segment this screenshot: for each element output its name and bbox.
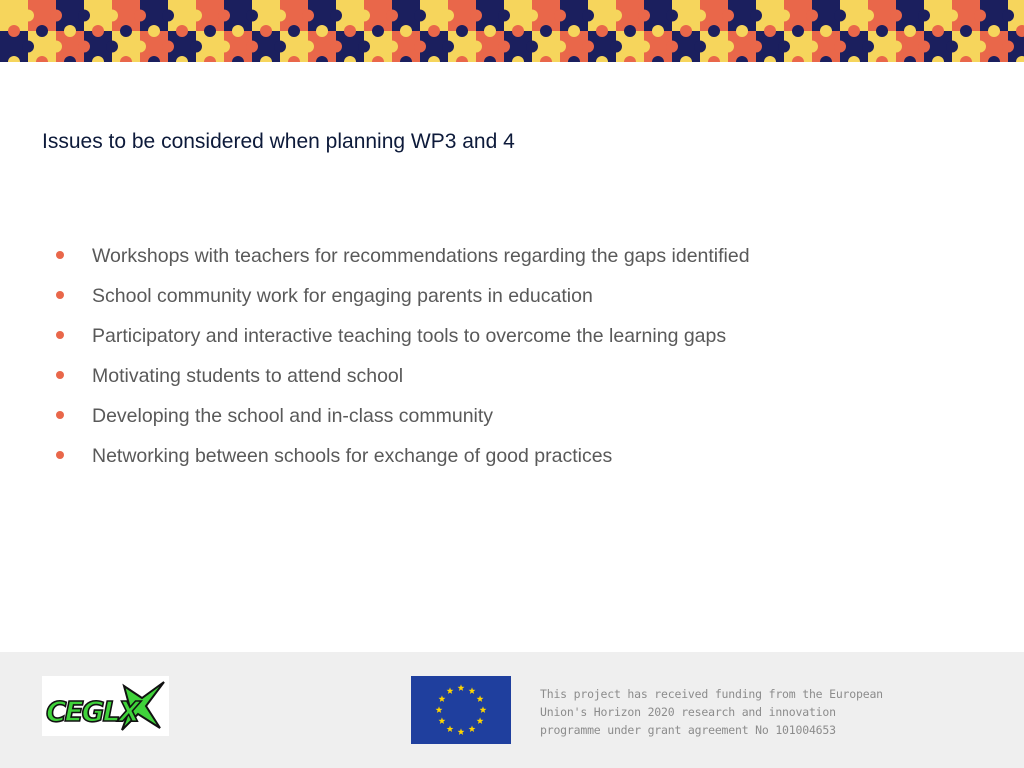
puzzle-knob xyxy=(50,41,62,53)
puzzle-knob xyxy=(778,10,790,22)
puzzle-knob xyxy=(624,25,636,37)
puzzle-knob xyxy=(260,25,272,37)
puzzle-knob xyxy=(526,41,538,53)
bullet-item xyxy=(54,278,750,318)
puzzle-knob xyxy=(120,25,132,37)
puzzle-knob xyxy=(344,25,356,37)
puzzle-knob xyxy=(316,25,328,37)
puzzle-knob xyxy=(92,25,104,37)
puzzle-knob xyxy=(442,41,454,53)
bullet-item xyxy=(54,358,750,398)
puzzle-knob xyxy=(498,10,510,22)
puzzle-knob xyxy=(568,25,580,37)
puzzle-pattern-icon xyxy=(0,0,1024,62)
puzzle-knob xyxy=(834,10,846,22)
puzzle-knob xyxy=(722,41,734,53)
puzzle-knob xyxy=(666,10,678,22)
puzzle-knob xyxy=(806,10,818,22)
puzzle-knob xyxy=(176,25,188,37)
puzzle-knob xyxy=(414,41,426,53)
funding-statement xyxy=(540,685,883,739)
bullet-text: School community work for engaging parents in education xyxy=(92,285,593,307)
puzzle-knob xyxy=(302,41,314,53)
puzzle-knob xyxy=(204,25,216,37)
puzzle-knob xyxy=(470,10,482,22)
puzzle-knob xyxy=(1002,10,1014,22)
bullet-dot-icon xyxy=(56,371,64,379)
puzzle-knob xyxy=(414,10,426,22)
puzzle-knob xyxy=(36,25,48,37)
puzzle-banner xyxy=(0,0,1024,62)
puzzle-knob xyxy=(834,41,846,53)
puzzle-knob xyxy=(78,10,90,22)
puzzle-knob xyxy=(22,41,34,53)
puzzle-knob xyxy=(918,10,930,22)
puzzle-knob xyxy=(372,25,384,37)
bullet-item xyxy=(54,318,750,358)
puzzle-knob xyxy=(652,25,664,37)
puzzle-knob xyxy=(190,41,202,53)
puzzle-knob xyxy=(974,10,986,22)
puzzle-knob xyxy=(274,10,286,22)
puzzle-knob xyxy=(694,41,706,53)
puzzle-knob xyxy=(288,25,300,37)
bullet-item xyxy=(54,438,750,478)
funding-line: This project has received funding from the European xyxy=(540,687,883,701)
puzzle-knob xyxy=(386,10,398,22)
puzzle-knob xyxy=(610,41,622,53)
puzzle-knob xyxy=(358,41,370,53)
bullet-list xyxy=(54,238,750,478)
puzzle-knob xyxy=(946,41,958,53)
puzzle-knob xyxy=(330,10,342,22)
funding-line: programme under grant agreement No 101004653 xyxy=(540,723,836,737)
puzzle-knob xyxy=(876,25,888,37)
puzzle-knob xyxy=(736,25,748,37)
puzzle-knob xyxy=(358,10,370,22)
puzzle-knob xyxy=(64,25,76,37)
puzzle-knob xyxy=(778,41,790,53)
puzzle-knob xyxy=(134,41,146,53)
bullet-dot-icon xyxy=(56,331,64,339)
puzzle-knob xyxy=(148,25,160,37)
puzzle-knob xyxy=(218,41,230,53)
puzzle-knob xyxy=(918,41,930,53)
puzzle-knob xyxy=(848,25,860,37)
puzzle-knob xyxy=(218,10,230,22)
puzzle-knob xyxy=(610,10,622,22)
puzzle-knob xyxy=(456,25,468,37)
bullet-text: Workshops with teachers for recommendations regarding the gaps identified xyxy=(92,245,750,267)
puzzle-knob xyxy=(22,10,34,22)
puzzle-knob xyxy=(750,10,762,22)
puzzle-knob xyxy=(106,10,118,22)
puzzle-knob xyxy=(78,41,90,53)
puzzle-knob xyxy=(820,25,832,37)
puzzle-knob xyxy=(134,10,146,22)
ceglx-logo-icon xyxy=(42,676,169,736)
puzzle-knob xyxy=(638,10,650,22)
bullet-dot-icon xyxy=(56,291,64,299)
ceglx-logo xyxy=(42,676,169,736)
puzzle-knob xyxy=(932,25,944,37)
bullet-text: Developing the school and in-class community xyxy=(92,405,494,427)
puzzle-knob xyxy=(1002,41,1014,53)
puzzle-knob xyxy=(526,10,538,22)
bullet-dot-icon xyxy=(56,251,64,259)
puzzle-knob xyxy=(246,10,258,22)
eu-flag-icon xyxy=(411,676,511,744)
puzzle-knob xyxy=(274,41,286,53)
puzzle-knob xyxy=(8,25,20,37)
puzzle-knob xyxy=(106,41,118,53)
puzzle-knob xyxy=(890,41,902,53)
puzzle-knob xyxy=(680,25,692,37)
puzzle-knob xyxy=(974,41,986,53)
puzzle-knob xyxy=(638,41,650,53)
puzzle-knob xyxy=(330,41,342,53)
puzzle-knob xyxy=(50,10,62,22)
puzzle-knob xyxy=(190,10,202,22)
puzzle-knob xyxy=(750,41,762,53)
puzzle-knob xyxy=(428,25,440,37)
bullet-item xyxy=(54,238,750,278)
puzzle-knob xyxy=(946,10,958,22)
funding-line: Union's Horizon 2020 research and innovation xyxy=(540,705,836,719)
puzzle-knob xyxy=(512,25,524,37)
puzzle-knob xyxy=(764,25,776,37)
puzzle-knob xyxy=(484,25,496,37)
puzzle-knob xyxy=(862,41,874,53)
puzzle-knob xyxy=(988,25,1000,37)
puzzle-knob xyxy=(540,25,552,37)
puzzle-knob xyxy=(862,10,874,22)
puzzle-knob xyxy=(554,41,566,53)
puzzle-knob xyxy=(232,25,244,37)
eu-flag xyxy=(411,676,511,744)
puzzle-knob xyxy=(694,10,706,22)
puzzle-knob xyxy=(792,25,804,37)
puzzle-knob xyxy=(960,25,972,37)
slide-title: Issues to be considered when planning WP3 and 4 xyxy=(42,130,515,153)
bullet-text: Networking between schools for exchange of good practices xyxy=(92,445,613,467)
puzzle-knob xyxy=(162,41,174,53)
puzzle-knob xyxy=(666,41,678,53)
logo-text: CEGLX xyxy=(46,695,139,728)
bullet-dot-icon xyxy=(56,451,64,459)
puzzle-knob xyxy=(708,25,720,37)
bullet-text: Participatory and interactive teaching tools to overcome the learning gaps xyxy=(92,325,727,347)
puzzle-knob xyxy=(162,10,174,22)
puzzle-knob xyxy=(554,10,566,22)
puzzle-knob xyxy=(498,41,510,53)
bullet-dot-icon xyxy=(56,411,64,419)
puzzle-knob xyxy=(386,41,398,53)
puzzle-knob xyxy=(582,41,594,53)
puzzle-knob xyxy=(246,41,258,53)
puzzle-knob xyxy=(400,25,412,37)
puzzle-knob xyxy=(442,10,454,22)
puzzle-knob xyxy=(806,41,818,53)
bullet-text: Motivating students to attend school xyxy=(92,365,404,387)
puzzle-knob xyxy=(904,25,916,37)
puzzle-knob xyxy=(470,41,482,53)
puzzle-knob xyxy=(302,10,314,22)
puzzle-knob xyxy=(722,10,734,22)
puzzle-knob xyxy=(890,10,902,22)
puzzle-knob xyxy=(596,25,608,37)
bullet-item xyxy=(54,398,750,438)
puzzle-knob xyxy=(582,10,594,22)
